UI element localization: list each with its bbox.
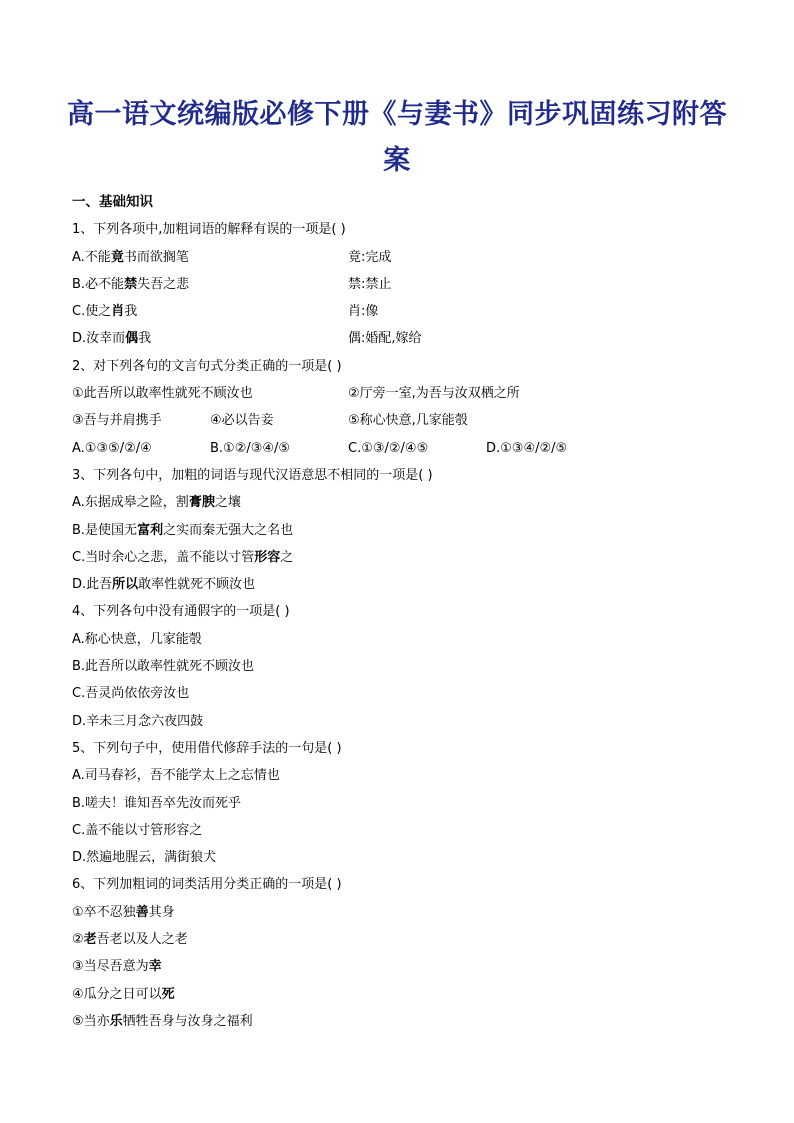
q3-option-a: A.东据成皋之险，割膏腴之壤: [72, 495, 241, 511]
document-body: [72, 189, 732, 1035]
q4-option-b: B.此吾所以敢率性就死不顾汝也: [72, 659, 255, 675]
q3-option-c: C.当时余心之悲，盖不能以寸管形容之: [72, 549, 294, 565]
question-1-stem: 1、下列各项中,加粗词语的解释有误的一项是( ): [72, 222, 346, 238]
q6-item-1: ①卒不忍独善其身: [72, 904, 175, 920]
q2-choice-a: A.①③⑤/②/④: [72, 440, 152, 456]
q6-item-4: ④瓜分之日可以死: [72, 986, 175, 1002]
section-heading: 一、基础知识: [72, 194, 153, 210]
q4-option-d: D.辛未三月念六夜四鼓: [72, 713, 204, 729]
q5-option-c: C.盖不能以寸管形容之: [72, 822, 203, 838]
question-5-stem: 5、下列句子中，使用借代修辞手法的一句是( ): [72, 740, 342, 756]
q4-option-c: C.吾灵尚依依旁汝也: [72, 686, 190, 702]
q1-gloss-c: 肖:像: [348, 304, 379, 320]
q5-option-d: D.然遍地腥云，满街狼犬: [72, 850, 217, 866]
q2-item-3: ③吾与并肩携手: [72, 413, 162, 429]
q1-option-b: B.必不能禁失吾之悲 禁:禁止: [72, 271, 732, 298]
question-6-stem: 6、下列加粗词的词类活用分类正确的一项是( ): [72, 877, 342, 893]
question-3-stem: 3、下列各句中，加粗的词语与现代汉语意思不相同的一项是( ): [72, 467, 433, 483]
q3-option-b: B.是使国无富利之实而秦无强大之名也: [72, 522, 294, 538]
question-2-stem: 2、对下列各句的文言句式分类正确的一项是( ): [72, 358, 342, 374]
q3-option-d: D.此吾所以敢率性就死不顾汝也: [72, 577, 256, 593]
q2-item-5: ⑤称心快意,几家能彀: [348, 413, 468, 429]
q5-option-a: A.司马春衫，吾不能学太上之忘情也: [72, 768, 280, 784]
q1-option-c: C.使之肖我 肖:像: [72, 298, 732, 325]
q6-item-3: ③当尽吾意为幸: [72, 959, 162, 975]
q2-items-row-2: [72, 407, 732, 434]
q2-choice-c: C.①③/②/④⑤: [348, 440, 429, 456]
q6-item-5: ⑤当亦乐牺牲吾身与汝身之福利: [72, 1013, 253, 1029]
q2-item-2: ②厅旁一室,为吾与汝双栖之所: [348, 386, 520, 402]
q1-gloss-a: 竟:完成: [348, 249, 392, 265]
q1-option-a: A.不能竟书而欲搁笔 竟:完成: [72, 244, 732, 271]
question-4-stem: 4、下列各句中没有通假字的一项是( ): [72, 604, 290, 620]
q1-option-d: D.汝幸而偶我 偶:婚配,嫁给: [72, 325, 732, 352]
q6-item-2: ②老吾老以及人之老: [72, 932, 188, 948]
q1-gloss-b: 禁:禁止: [348, 276, 392, 292]
q4-option-a: A.称心快意，几家能彀: [72, 631, 202, 647]
page-title: 高一语文统编版必修下册《与妻书》同步巩固练习附答案: [67, 99, 727, 176]
q2-item-1: ①此吾所以敢率性就死不顾汝也: [72, 386, 253, 402]
q1-gloss-d: 偶:婚配,嫁给: [348, 331, 422, 347]
q5-option-b: B.嗟夫！谁知吾卒先汝而死乎: [72, 795, 242, 811]
q2-choice-b: B.①②/③④/⑤: [210, 440, 291, 456]
q2-choices: [72, 435, 732, 462]
q2-items-row-1: [72, 380, 732, 407]
q2-item-4: ④必以告妾: [210, 413, 274, 429]
q2-choice-d: D.①③④/②/⑤: [486, 440, 568, 456]
